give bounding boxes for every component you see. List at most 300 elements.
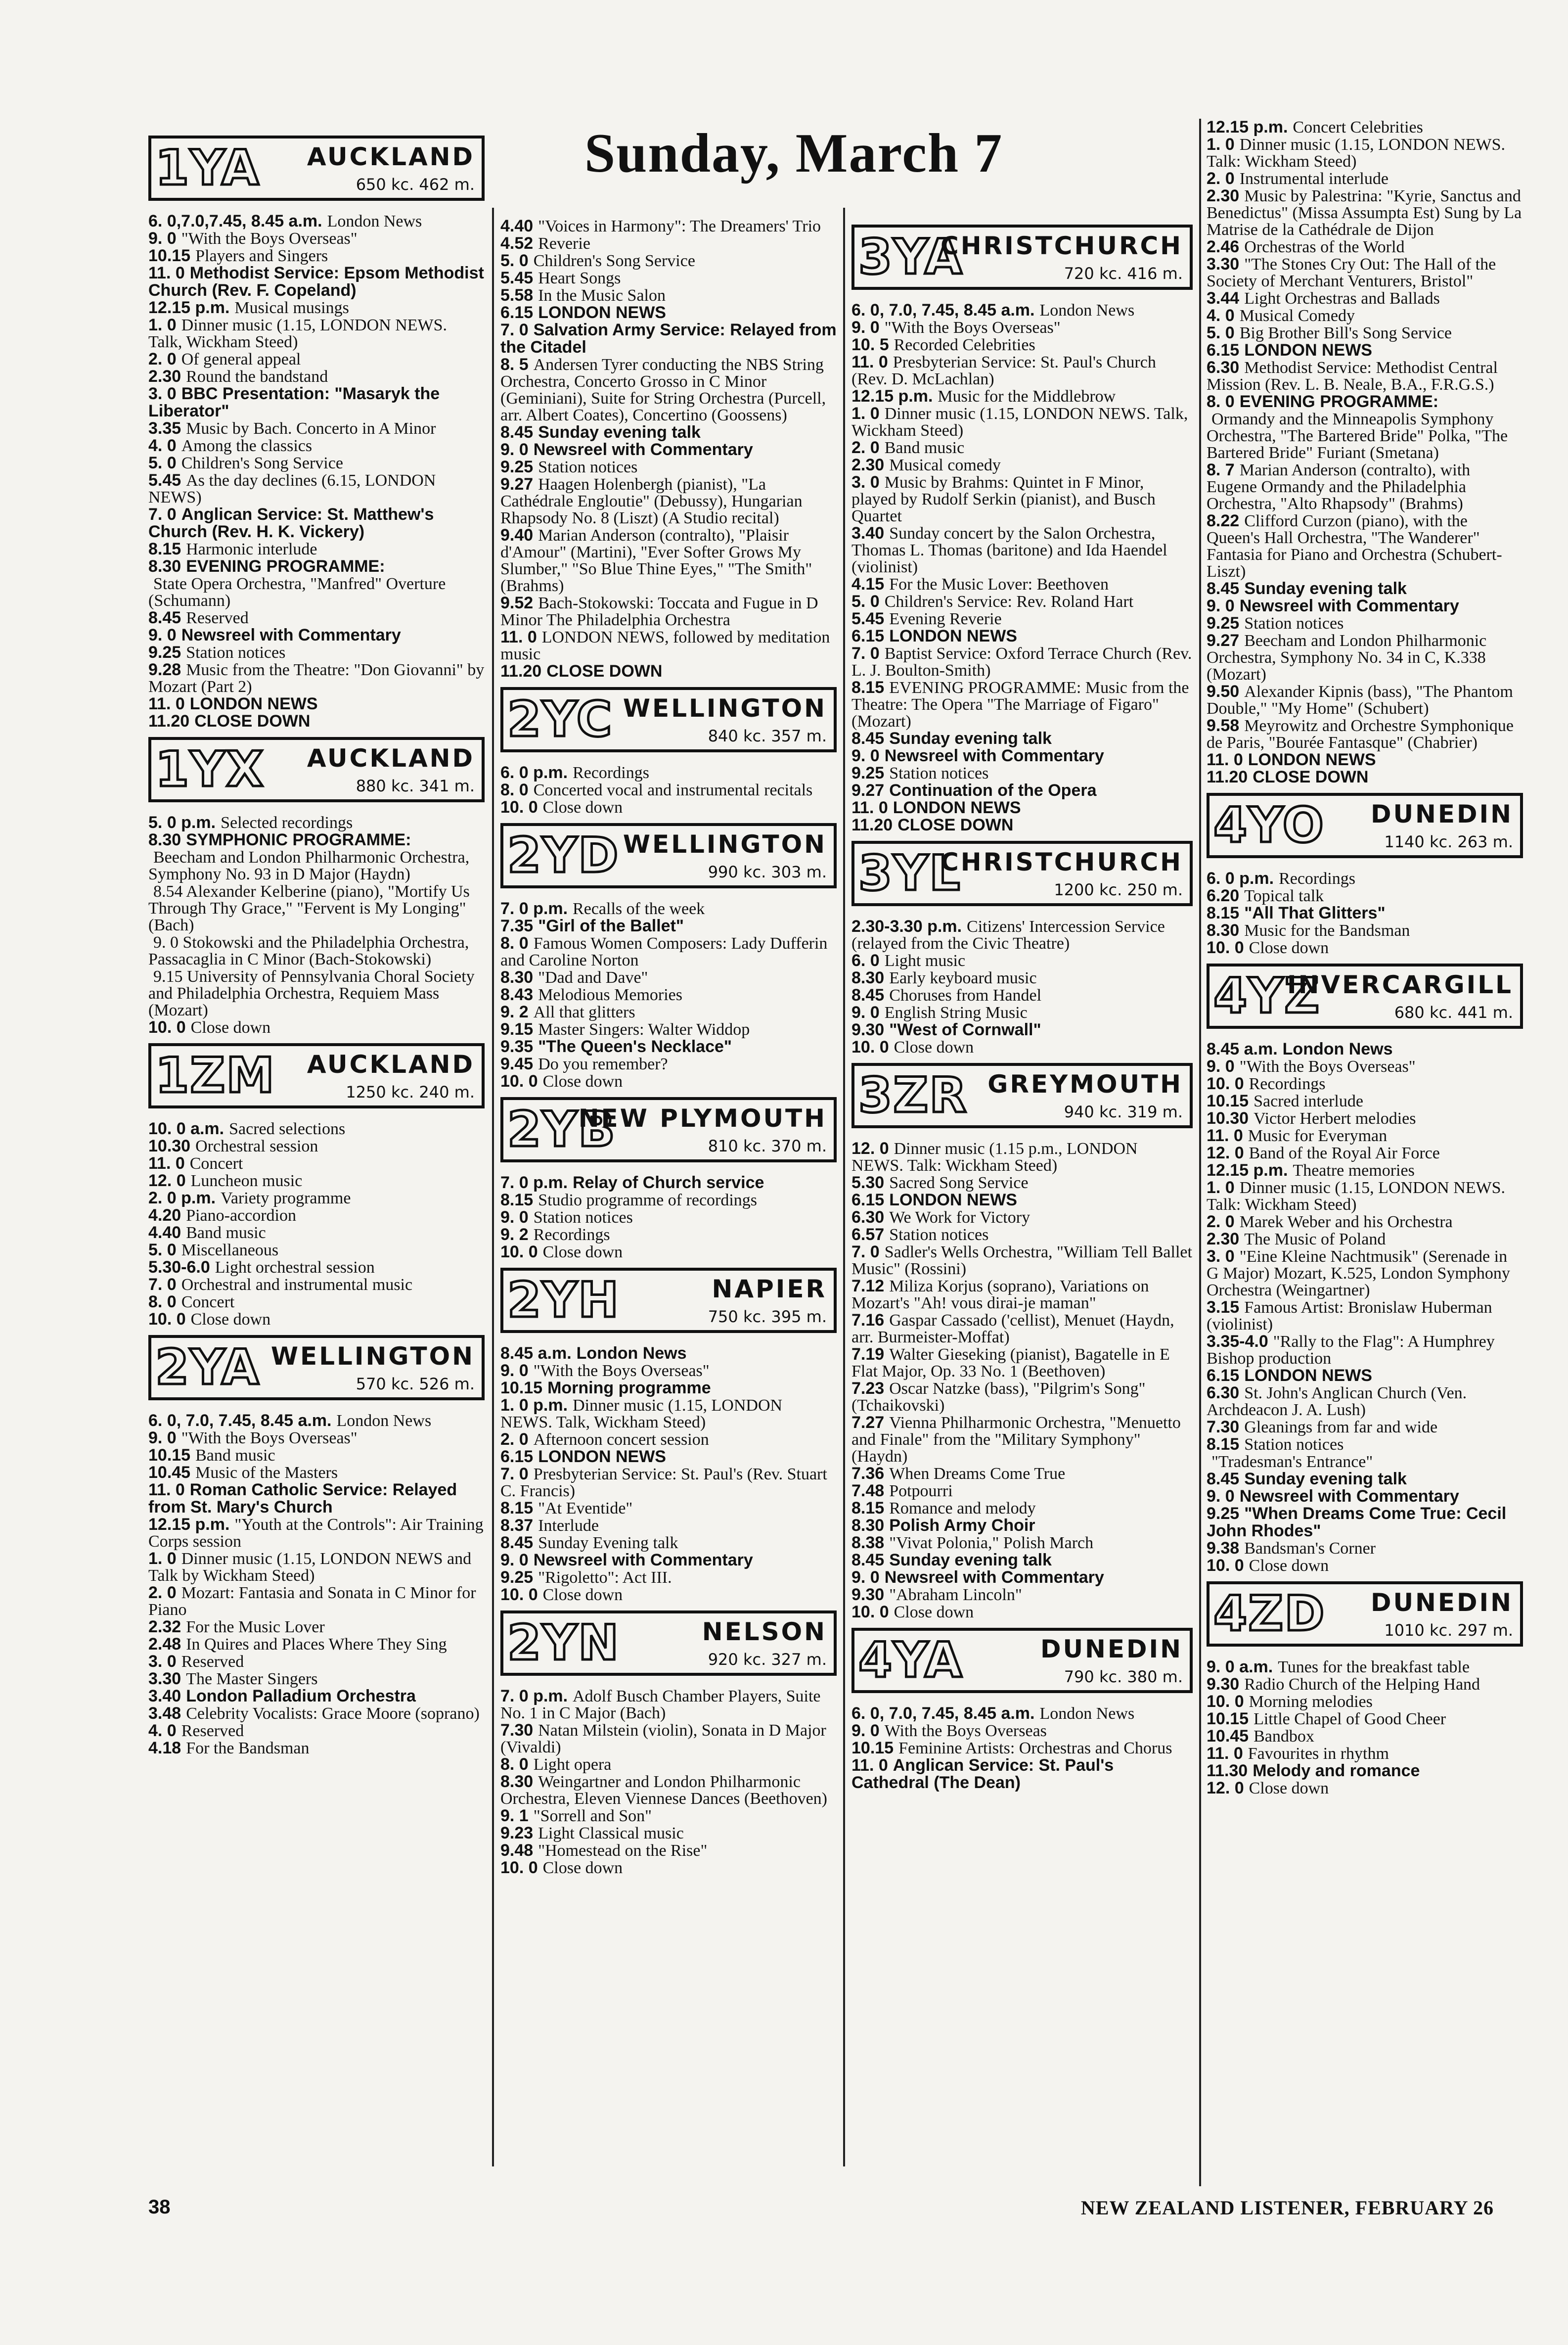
programme-description: Sacred selections	[229, 1120, 346, 1138]
programme-entry	[500, 595, 837, 629]
programme-entry	[851, 439, 1193, 457]
programme-description: Band of the Royal Air Force	[1249, 1144, 1440, 1162]
programme-time: 10. 0	[1207, 1692, 1244, 1711]
programme-entry	[148, 558, 485, 575]
programme-entry	[851, 1586, 1193, 1604]
programme-time: 6. 0 p.m.	[500, 763, 568, 782]
programme-description: Topical talk	[1244, 887, 1324, 905]
programme-description: Reserved	[186, 609, 249, 627]
programme-entry	[1207, 922, 1523, 939]
programme-entry	[500, 1056, 837, 1073]
programme-description: Close down	[542, 1243, 623, 1261]
programme-description: Methodist Service: Methodist Central Mission (Rev. L. B. Neale, B.A., F.R.G.S.)	[1207, 359, 1498, 394]
programme-time: 10. 0	[148, 1018, 186, 1037]
programme-description: "The Stones Cry Out: The Hall of the Society of Merchant Venturers, Bristol"	[1207, 255, 1496, 290]
programme-description: "West of Cornwall"	[889, 1020, 1041, 1039]
programme-entry	[148, 1412, 485, 1429]
programme-entry	[1207, 1676, 1523, 1693]
station-header	[148, 136, 485, 201]
programme-time: 9. 0	[500, 1361, 529, 1380]
programme-description: Polish Army Choir	[889, 1516, 1035, 1535]
programme-description: "Girl of the Ballet"	[538, 917, 684, 935]
programme-description: Close down	[1249, 1779, 1329, 1797]
programme-time: 12.15 p.m.	[851, 387, 933, 406]
programme-description: In the Music Salon	[538, 286, 666, 305]
programme-entry	[1207, 238, 1523, 256]
programme-description: St. John's Anglican Church (Ven. Archdeacon J. A. Lush)	[1207, 1384, 1467, 1419]
programme-time: 8.45	[851, 729, 885, 748]
programme-entry	[851, 457, 1193, 474]
programme-time: 6.30	[1207, 1383, 1240, 1402]
programme-description: "Rally to the Flag": A Humphrey Bishop production	[1207, 1333, 1495, 1368]
programme-description: Light opera	[533, 1755, 612, 1774]
programme-time: 8.15	[148, 540, 181, 558]
programme-description: Clifford Curzon (piano), with the Queen's Hall Orchestra, "The Wanderer" Fantasia for Piano and Orchestra (Schubert-Liszt)	[1207, 512, 1502, 581]
programme-time: 9.27	[500, 475, 534, 494]
programme-entry	[1207, 1710, 1523, 1728]
page-number: 38	[148, 2196, 171, 2218]
programme-time: 8.45	[1207, 1470, 1240, 1488]
programme-entry	[500, 441, 837, 459]
programme-description: Music for the Bandsman	[1244, 921, 1410, 940]
programme-description: Sadler's Wells Orchestra, "William Tell Ballet Music" (Rossini)	[851, 1243, 1192, 1278]
programme-entry	[148, 1447, 485, 1464]
column-1	[148, 129, 485, 1757]
programme-entry	[148, 1276, 485, 1293]
programme-description: Harmonic interlude	[186, 540, 317, 558]
programme-entry	[500, 782, 837, 799]
station-header	[500, 823, 837, 888]
programme-description: Favourites in rhythm	[1248, 1745, 1389, 1763]
programme-description: Baptist Service: Oxford Terrace Church (Rev. L. J. Boulton-Smith)	[851, 644, 1192, 680]
programme-time: 10. 0	[1207, 1556, 1244, 1575]
programme-entry	[1207, 870, 1523, 887]
programme-time: 8.45	[148, 608, 181, 627]
programme-time: 7.30	[1207, 1418, 1240, 1436]
programme-entry	[1207, 1248, 1523, 1299]
programme-description: "Homestead on the Rise"	[538, 1841, 708, 1860]
programme-description: Melodious Memories	[538, 986, 682, 1004]
programme-time: 10.15	[500, 1379, 543, 1397]
programme-entry	[148, 814, 485, 831]
programme-description: Children's Service: Rev. Roland Hart	[884, 593, 1134, 611]
programme-entry	[500, 1807, 837, 1825]
programme-entry	[851, 1192, 1193, 1209]
programme-time: 2.32	[148, 1617, 181, 1636]
programme-time: 7. 0	[148, 505, 177, 524]
programme-time: 11.30	[1207, 1761, 1248, 1780]
programme-time: 8.15	[500, 1499, 534, 1517]
programme-time: 3. 0	[148, 1652, 177, 1671]
programme-time: 11. 0	[148, 694, 185, 713]
programme-description: Newsreel with Commentary	[181, 626, 401, 644]
programme-description: Sunday evening talk	[1244, 1470, 1407, 1488]
programme-time: 8. 0	[500, 781, 529, 799]
programme-entry	[851, 405, 1193, 439]
programme-time: 7.19	[851, 1345, 885, 1364]
programme-description: Sunday evening talk	[1244, 579, 1407, 598]
programme-time: 12.15 p.m.	[148, 1515, 230, 1534]
programme-time: 7. 0	[500, 1465, 529, 1483]
programme-entry	[148, 1618, 485, 1636]
programme-time: 5. 0	[148, 1241, 177, 1259]
programme-description: Round the bandstand	[186, 368, 328, 386]
programme-time: 6. 0	[851, 951, 880, 970]
station-frequency: 570 kc. 526 m.	[356, 1375, 475, 1393]
programme-time: 10.15	[851, 1739, 894, 1757]
programme-description: Recorded Celebrities	[894, 336, 1035, 354]
programme-entry	[851, 593, 1193, 610]
programme-time: 2. 0 p.m.	[148, 1189, 216, 1207]
programme-entry	[148, 351, 485, 368]
programme-entry	[500, 1226, 837, 1243]
programme-time: 9.27	[851, 781, 885, 800]
programme-entry	[1207, 1780, 1523, 1797]
programme-entry	[1207, 324, 1523, 342]
programme-entry	[1207, 411, 1523, 461]
station-header	[851, 1628, 1193, 1693]
programme-entry	[148, 1481, 485, 1516]
programme-description: LONDON NEWS	[538, 303, 666, 322]
programme-description: Alexander Kipnis (bass), "The Phantom Double," "My Home" (Schubert)	[1207, 683, 1513, 718]
programme-description: London News	[1039, 301, 1135, 320]
programme-description: London News	[327, 212, 422, 230]
programme-description: Close down	[542, 1072, 623, 1091]
programme-entry	[851, 1380, 1193, 1414]
programme-entry	[1207, 1745, 1523, 1762]
programme-entry	[1207, 1367, 1523, 1384]
programme-time: 7. 0	[500, 321, 529, 339]
programme-time: 9.27	[1207, 631, 1240, 650]
programme-entry	[500, 356, 837, 424]
programme-entry	[851, 918, 1193, 952]
programme-time: 10.15	[1207, 1709, 1249, 1728]
programme-time: 3. 0	[851, 473, 880, 492]
programme-description: EVENING PROGRAMME:	[186, 557, 385, 576]
programme-description: Big Brother Bill's Song Service	[1239, 324, 1452, 342]
programme-time: 10.15	[1207, 1092, 1249, 1110]
programme-time: 11. 0	[851, 1756, 888, 1775]
programme-time: 10. 0	[1207, 938, 1244, 957]
programme-description: Close down	[190, 1018, 271, 1037]
station-header	[851, 225, 1193, 290]
programme-description: London News	[1282, 1040, 1393, 1058]
programme-entry	[851, 474, 1193, 525]
programme-entry	[148, 247, 485, 265]
programme-time: 4.18	[148, 1739, 181, 1757]
programme-description: "Youth at the Controls": Air Training Corps session	[148, 1516, 484, 1551]
programme-entry	[1207, 1453, 1523, 1471]
programme-entry	[1207, 1540, 1523, 1557]
programme-time: 5.45	[851, 609, 885, 628]
programme-description: Newsreel with Commentary	[533, 1551, 753, 1569]
programme-time: 8.30	[500, 1772, 534, 1791]
programme-time: 11. 0	[148, 264, 185, 282]
programme-entry	[148, 299, 485, 317]
programme-description: Gleanings from far and wide	[1244, 1418, 1438, 1436]
programme-description: Light Classical music	[538, 1824, 684, 1842]
programme-time: 6.15	[851, 1191, 885, 1209]
programme-time: 3.40	[148, 1687, 181, 1705]
station-header	[148, 737, 485, 802]
programme-entry	[148, 695, 485, 713]
programme-time: 4.15	[851, 575, 885, 594]
programme-entry	[1207, 1693, 1523, 1710]
programme-description: "With the Boys Overseas"	[181, 1429, 358, 1447]
station-header	[851, 1063, 1193, 1128]
programme-description: Station notices	[1244, 1435, 1344, 1454]
programme-entry	[500, 764, 837, 782]
programme-time: 5. 0	[851, 592, 880, 611]
programme-entry	[1207, 256, 1523, 290]
programme-description: Celebrity Vocalists: Grace Moore (soprano)	[186, 1704, 480, 1723]
programme-entry	[851, 765, 1193, 782]
programme-entry	[1207, 170, 1523, 187]
programme-description: "With the Boys Overseas"	[533, 1362, 710, 1380]
programme-entry	[500, 1397, 837, 1431]
station-frequency: 1250 kc. 240 m.	[346, 1083, 475, 1102]
programme-time: 7. 0	[851, 1242, 880, 1261]
programme-entry	[148, 1550, 485, 1584]
programme-description: Walter Gieseking (pianist), Bagatelle in E Flat Major, Op. 33 No. 1 (Beethoven)	[851, 1345, 1170, 1380]
programme-description: With the Boys Overseas	[884, 1722, 1047, 1740]
programme-time: 3.30	[1207, 255, 1240, 274]
programme-entry	[148, 1584, 485, 1618]
station-city: NEW PLYMOUTH	[578, 1104, 827, 1133]
station-header	[500, 1268, 837, 1333]
programme-description: Romance and melody	[889, 1499, 1036, 1517]
programme-entry	[1207, 461, 1523, 512]
programme-description: LONDON NEWS	[538, 1447, 666, 1466]
programme-entry	[851, 1604, 1193, 1621]
programme-entry	[148, 849, 485, 883]
programme-entry	[851, 336, 1193, 354]
programme-entry	[1207, 1419, 1523, 1436]
column-3	[851, 218, 1193, 1792]
programme-entry	[500, 629, 837, 663]
programme-description: Light orchestral session	[215, 1258, 375, 1277]
programme-time: 8.15	[500, 1191, 534, 1209]
programme-description: London Palladium Orchestra	[186, 1687, 416, 1705]
programme-time: 9. 0	[1207, 1057, 1235, 1076]
programme-time: 11. 0	[500, 628, 537, 646]
programme-entry	[500, 1345, 837, 1362]
programme-time: 10. 0	[500, 1242, 538, 1261]
column-divider	[843, 208, 845, 2166]
programme-description: Dinner music (1.15, LONDON NEWS. Talk, Wickham Steed)	[148, 316, 448, 351]
programme-entry	[851, 1209, 1193, 1226]
programme-time: 4.40	[500, 217, 534, 235]
programme-description: Reserved	[181, 1722, 244, 1740]
programme-description: Players and Singers	[195, 247, 328, 265]
programme-time: 2.30	[148, 367, 181, 386]
programme-entry	[500, 935, 837, 969]
programme-time: 11. 0	[851, 798, 888, 817]
programme-time: 9. 2	[500, 1003, 529, 1021]
programme-description: Close down	[894, 1038, 974, 1057]
station-header	[148, 1335, 485, 1400]
programme-time: 8.15	[851, 678, 885, 697]
programme-time: 8.30	[148, 557, 181, 576]
programme-entry	[500, 459, 837, 476]
programme-description: 9. 0 Stokowski and the Philadelphia Orchestra, Passacaglia in C Minor (Bach-Stokowski)	[148, 933, 469, 968]
station-frequency: 750 kc. 395 m.	[708, 1307, 827, 1326]
programme-description: Orchestral session	[195, 1137, 318, 1155]
programme-description: In Quires and Places Where They Sing	[186, 1635, 447, 1654]
station-callsign: 2YC	[507, 691, 613, 748]
programme-description: Radio Church of the Helping Hand	[1244, 1675, 1480, 1694]
programme-entry	[500, 322, 837, 356]
programme-entry	[1207, 905, 1523, 922]
programme-entry	[148, 609, 485, 627]
programme-time: 11. 0	[1207, 1126, 1243, 1145]
programme-time: 6.15	[851, 627, 885, 645]
programme-time: 9.48	[500, 1841, 534, 1860]
programme-description: Weingartner and London Philharmonic Orchestra, Eleven Viennese Dances (Beethoven)	[500, 1773, 827, 1808]
programme-time: 9.38	[1207, 1539, 1240, 1558]
programme-entry	[148, 1429, 485, 1447]
station-frequency: 1140 kc. 263 m.	[1384, 832, 1513, 851]
programme-description: Dinner music (1.15, LONDON NEWS and Talk by Wickham Steed)	[148, 1550, 472, 1585]
programme-time: 8.38	[851, 1533, 885, 1552]
programme-description: Bandsman's Corner	[1244, 1539, 1376, 1558]
programme-description: Roman Catholic Service: Relayed from St. Mary's Church	[148, 1480, 457, 1517]
programme-entry	[1207, 1093, 1523, 1110]
programme-description: Citizens' Intercession Service (relayed from the Civic Theatre)	[851, 918, 1165, 953]
programme-time: 7. 0 p.m.	[500, 1173, 568, 1192]
programme-entry	[500, 1722, 837, 1756]
programme-time: 6.15	[1207, 1366, 1240, 1385]
programme-entry	[851, 1312, 1193, 1346]
programme-time: 10. 0	[500, 1585, 538, 1604]
programme-entry	[1207, 1110, 1523, 1127]
programme-entry	[1207, 307, 1523, 324]
programme-description: Musical Comedy	[1239, 307, 1355, 325]
programme-description: Relay of Church service	[573, 1173, 764, 1192]
programme-time: 9.45	[500, 1055, 534, 1073]
programme-description: For the Music Lover	[186, 1618, 325, 1636]
programme-entry	[148, 713, 485, 730]
programme-entry	[851, 747, 1193, 765]
programme-entry	[851, 969, 1193, 987]
programme-description: Among the classics	[181, 437, 313, 455]
programme-description: "Tradesman's Entrance"	[1211, 1453, 1373, 1471]
programme-entry	[148, 455, 485, 472]
programme-time: 11.20	[1207, 768, 1248, 786]
programme-time: 9.15	[500, 1020, 534, 1039]
station-frequency: 650 kc. 462 m.	[356, 175, 475, 194]
programme-description: LONDON NEWS	[1244, 341, 1372, 360]
station-callsign: 1YX	[155, 741, 265, 798]
programme-description: Interlude	[538, 1517, 599, 1535]
programme-entry	[851, 1346, 1193, 1380]
programme-time: 11. 0	[1207, 750, 1243, 769]
programme-description: Newsreel with Commentary	[1239, 1487, 1459, 1506]
programme-entry	[851, 782, 1193, 799]
programme-entry	[148, 831, 485, 849]
programme-entry	[500, 1362, 837, 1379]
station-city: AUCKLAND	[307, 142, 475, 171]
programme-entry	[1207, 887, 1523, 905]
programme-entry	[1207, 615, 1523, 632]
programme-time: 9.50	[1207, 682, 1240, 701]
programme-time: 12.15 p.m.	[1207, 118, 1288, 137]
programme-description: For the Bandsman	[186, 1739, 310, 1757]
programme-description: Variety programme	[221, 1189, 351, 1207]
programme-time: 8.15	[851, 1499, 885, 1517]
programme-time: 9. 0	[148, 1428, 177, 1447]
programme-description: "All That Glitters"	[1244, 904, 1386, 922]
programme-description: Choruses from Handel	[889, 986, 1042, 1005]
programme-description: Potpourri	[889, 1482, 953, 1500]
station-callsign: 3YA	[858, 229, 963, 285]
programme-time: 6.15	[500, 1447, 534, 1466]
page-title: Sunday, March 7	[584, 123, 1003, 184]
programme-entry	[1207, 1127, 1523, 1145]
programme-time: 8.22	[1207, 511, 1240, 530]
programme-time: 2.30	[1207, 1230, 1240, 1248]
programme-description: LONDON NEWS	[889, 627, 1017, 645]
programme-time: 5. 0 p.m.	[148, 813, 216, 832]
programme-time: 10. 5	[851, 335, 889, 354]
station-frequency: 940 kc. 319 m.	[1064, 1103, 1183, 1121]
programme-entry	[500, 1004, 837, 1021]
programme-entry	[500, 304, 837, 322]
programme-entry	[1207, 1213, 1523, 1231]
programme-entry	[148, 1653, 485, 1670]
programme-time: 9.25	[1207, 614, 1240, 633]
programme-time: 8. 0	[1207, 392, 1235, 411]
programme-entry	[851, 1517, 1193, 1534]
programme-description: Marek Weber and his Orchestra	[1239, 1213, 1453, 1231]
programme-time: 10. 0	[148, 1310, 186, 1329]
programme-time: 8.45	[500, 1533, 534, 1552]
programme-time: 7.36	[851, 1464, 885, 1483]
programme-entry	[500, 1174, 837, 1192]
programme-time: 5.30	[851, 1173, 885, 1192]
programme-entry	[851, 1174, 1193, 1192]
station-city: NAPIER	[712, 1275, 827, 1303]
programme-time: 9. 0	[851, 1003, 880, 1022]
programme-entry	[500, 663, 837, 680]
station-callsign: 2YH	[507, 1272, 620, 1329]
programme-time: 10. 0	[500, 1072, 538, 1091]
programme-entry	[851, 1552, 1193, 1569]
programme-time: 10.30	[148, 1137, 191, 1155]
station-callsign: 2YD	[507, 828, 620, 884]
programme-time: 5. 0	[1207, 323, 1235, 342]
station-callsign: 3YL	[858, 845, 961, 902]
programme-entry	[148, 1705, 485, 1722]
station-city: AUCKLAND	[307, 744, 475, 773]
programme-time: 10. 0	[851, 1038, 889, 1057]
programme-entry	[148, 883, 485, 934]
programme-entry	[851, 1021, 1193, 1039]
programme-time: 10.45	[1207, 1727, 1249, 1746]
programme-time: 7.27	[851, 1413, 885, 1432]
programme-entry	[1207, 393, 1523, 411]
programme-entry	[500, 1500, 837, 1517]
programme-entry	[500, 1842, 837, 1859]
programme-entry	[500, 1552, 837, 1569]
programme-entry	[500, 1825, 837, 1842]
programme-entry	[851, 799, 1193, 817]
station-frequency: 790 kc. 380 m.	[1064, 1667, 1183, 1686]
station-frequency: 880 kc. 341 m.	[356, 777, 475, 795]
programme-time: 8.45	[851, 1551, 885, 1569]
programme-entry	[1207, 1075, 1523, 1093]
programme-description: Continuation of the Opera	[889, 781, 1097, 800]
